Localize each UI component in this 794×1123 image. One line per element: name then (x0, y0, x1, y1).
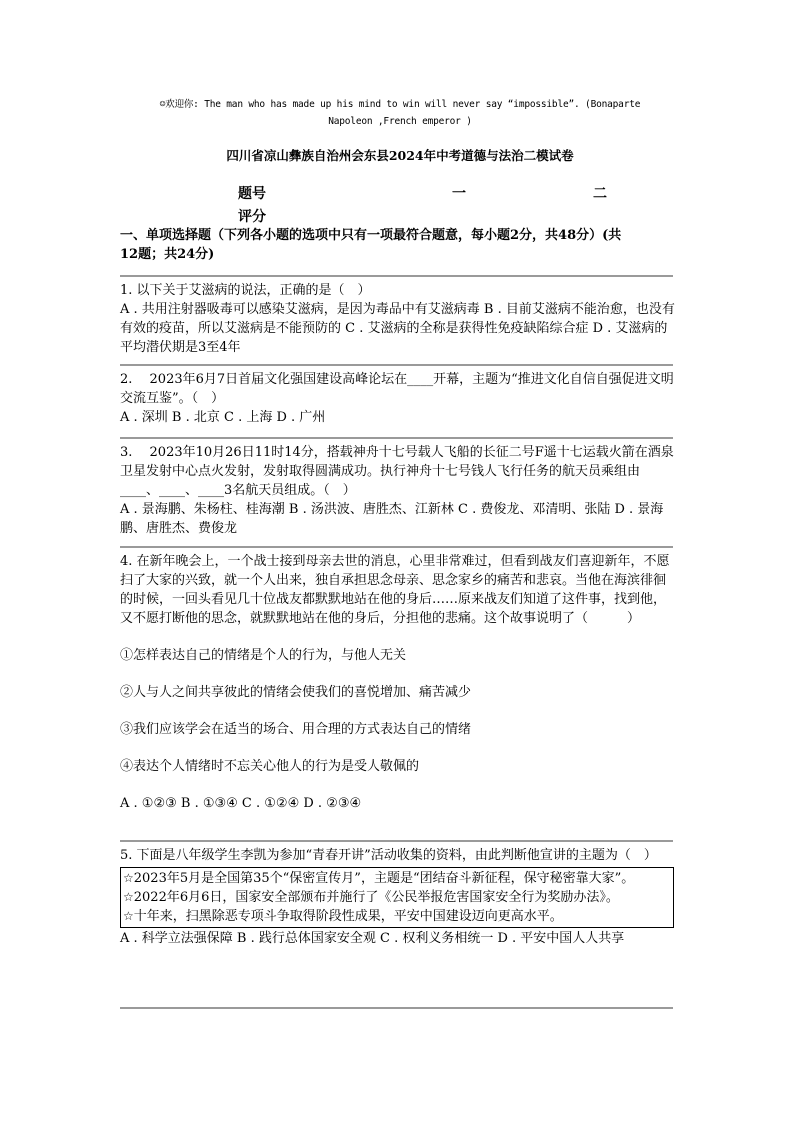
section-heading-line-2: 12题；共24分) (120, 247, 215, 262)
question-5 (120, 846, 676, 948)
question-number-label: 题号 (238, 186, 266, 202)
statement-item: ④表达个人情绪时不忘关心他人的行为是受人敬佩的 (120, 759, 420, 774)
score-table-header-row (238, 183, 618, 206)
divider (120, 364, 673, 366)
question-3 (120, 443, 676, 538)
divider (120, 840, 673, 842)
question-stem: 5. 下面是八年级学生李凯为参加“青春开讲”活动收集的资料，由此判断他宣讲的主题为（ ） (120, 848, 657, 863)
score-table (238, 183, 618, 229)
welcome-motto (120, 96, 680, 130)
material-line-2 (123, 888, 671, 907)
material-box (120, 867, 674, 928)
star-icon: ☆ (123, 871, 134, 885)
question-stem: 1. 以下关于艾滋病的说法，正确的是（ ） (120, 283, 371, 298)
question-options: A . 景海鹏、朱杨柱、桂海潮 B . 汤洪波、唐胜杰、江新林 C . 费俊龙、邓清明、张陆 D . 景海鹏、唐胜杰、费俊龙 (120, 502, 664, 536)
section-heading (120, 226, 680, 264)
question-options: A . ①②③ B . ①③④ C . ①②④ D . ②③④ (120, 796, 362, 811)
score-label: 评分 (238, 209, 266, 225)
statement-item: ①怎样表达自己的情绪是个人的行为，与他人无关 (120, 648, 407, 663)
material-line-1 (123, 869, 671, 888)
question-options: A . 共用注射器吸毒可以感染艾滋病，是因为毒品中有艾滋病毒 B . 目前艾滋病不能治愈，也没有有效的疫苗，所以艾滋病是不能预防的 C . 艾滋病的全称是获得性免疫缺陷综合症 D . 艾滋病的平均潜伏期是3至4年 (120, 302, 675, 355)
question-4 (120, 552, 676, 813)
statement-item: ③我们应该学会在适当的场合、用合理的方式表达自己的情绪 (120, 722, 472, 737)
exam-title: 四川省凉山彝族自治州会东县2024年中考道德与法治二模试卷 (226, 148, 574, 163)
divider (120, 546, 673, 548)
part-two-label: 二 (593, 186, 607, 202)
motto-line-2: Napoleon ,French emperor ) (328, 116, 472, 127)
question-stem: 2. 2023年6月7日首届文化强国建设高峰论坛在____开幕，主题为“推进文化自信自强促进文明交流互鉴”。（ ） (120, 372, 674, 406)
question-options: A . 科学立法强保障 B . 践行总体国家安全观 C . 权利义务相统一 D . 平安中国人人共享 (120, 931, 625, 946)
star-icon: ☆ (123, 890, 134, 904)
material-text: 2023年5月是全国第35个“保密宣传月”，主题是“团结奋斗新征程，保守秘密靠大家”。 (133, 871, 635, 886)
section-heading-line-1: 一、单项选择题（下列各小题的选项中只有一项最符合题意，每小题2分，共48分）(共 (120, 228, 622, 243)
divider (120, 275, 673, 277)
material-line-3 (123, 907, 671, 926)
question-stem: 4. 在新年晚会上，一个战士接到母亲去世的消息，心里非常难过，但看到战友们喜迎新年，不愿扫了大家的兴致，就一个人出来，独自承担思念母亲、思念家乡的痛苦和悲哀。当他在海滨徘徊的时候，一回头看见几十位战友都默默地站在他的身后……原来战友们知道了这件事，找到他，又不愿打断他的思念，就默默地站在他的身后，分担他的悲痛。这个故事说明了（ ） (120, 554, 670, 626)
part-one-label: 一 (452, 186, 466, 202)
material-text: 2022年6月6日，国家安全部颁布并施行了《公民举报危害国家安全行为奖励办法》。 (133, 890, 619, 905)
material-text: 十年来，扫黑除恶专项斗争取得阶段性成果，平安中国建设迈向更高水平。 (133, 909, 563, 924)
question-options: A . 深圳 B . 北京 C . 上海 D . 广州 (120, 410, 326, 425)
statement-item: ②人与人之间共享彼此的情绪会使我们的喜悦增加、痛苦减少 (120, 685, 472, 700)
motto-line-1: ☺欢迎你: The man who has made up his mind to win will never say “impossible”. (Bonaparte (159, 99, 641, 110)
question-2 (120, 370, 676, 427)
divider (120, 437, 673, 439)
star-icon: ☆ (123, 909, 134, 923)
divider (120, 1007, 673, 1009)
question-1 (120, 281, 676, 357)
question-stem: 3. 2023年10月26日11时14分，搭载神舟十七号载人飞船的长征二号F遥十七运载火箭在酒泉卫星发射中心点火发射，发射取得圆满成功。执行神舟十七号钱人飞行任务的航天员乘组由____、____、____3名航天员组成。（ ） (120, 445, 674, 498)
